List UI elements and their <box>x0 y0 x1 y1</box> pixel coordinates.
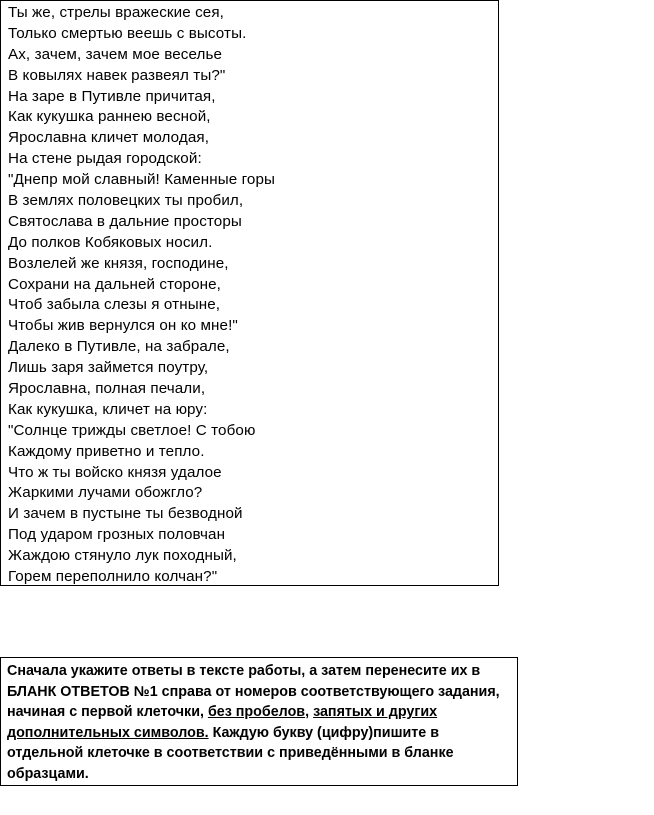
poem-line: И зачем в пустыне ты безводной <box>8 505 243 523</box>
poem-line: Далеко в Путивле, на забрале, <box>8 338 230 356</box>
instruction-text-start: Сначала укажите ответы в тексте работы, а затем перенесите их в БЛАНК ОТВЕТОВ №1 справа от номеров соответствующего задания, начиная с первой клеточки, <box>7 663 500 721</box>
instruction-box <box>0 657 518 786</box>
poem-line: Ярославна кличет молодая, <box>8 129 210 147</box>
poem-line: Что ж ты войско князя удалое <box>8 463 222 481</box>
poem-line: Каждому приветно и тепло. <box>8 442 205 460</box>
poem-line: Ты же, стрелы вражеские сея, <box>8 4 224 21</box>
no-spaces-phrase: без пробелов <box>207 704 306 721</box>
poem-line: Возлелей же князя, господине, <box>8 254 229 272</box>
poem-line: Сохрани на дальней стороне, <box>8 275 221 293</box>
poem-line: Жаркими лучами обожгло? <box>8 484 203 502</box>
poem-line: Под ударом грозных половчан <box>8 526 226 544</box>
poem-line: В ковылях навек развеял ты?" <box>8 66 226 84</box>
poem-line: "Днепр мой славный! Каменные горы <box>8 171 276 189</box>
poem-line: Ах, зачем, зачем мое веселье <box>8 45 223 63</box>
poem-line: Чтобы жив вернулся он ко мне!" <box>8 317 238 335</box>
poem-line: На стене рыдая городской: <box>8 150 202 168</box>
poem-line: Горем переполнило колчан?" <box>8 568 218 586</box>
no-commas-phrase: запятых и других дополнительных символов. <box>7 704 438 741</box>
poem-line: Лишь заря займется поутру, <box>8 359 209 377</box>
poem-line: В землях половецких ты пробил, <box>8 192 244 210</box>
poem-line: Только смертью веешь с высоты. <box>8 24 247 42</box>
poem-line: Святослава в дальние просторы <box>8 212 242 230</box>
poem-line: Жаждою стянуло лук походный, <box>8 547 237 565</box>
poem-line: Как кукушка раннею весной, <box>8 108 211 126</box>
poem-line: До полков Кобяковых носил. <box>8 233 213 251</box>
poem-line: Чтоб забыла слезы я отныне, <box>8 296 221 314</box>
instruction-text-end: Каждую букву (цифру)пишите в отдельной клеточке в соответствии с приведёнными в бланке образцами. <box>7 724 454 782</box>
poem-line: "Солнце трижды светлое! С тобою <box>8 421 256 439</box>
poem-line: Ярославна, полная печали, <box>8 380 206 398</box>
instruction-separator: , <box>305 704 314 721</box>
poem-line: Как кукушка, кличет на юру: <box>8 400 208 418</box>
poem-line: На заре в Путивле причитая, <box>8 87 216 105</box>
